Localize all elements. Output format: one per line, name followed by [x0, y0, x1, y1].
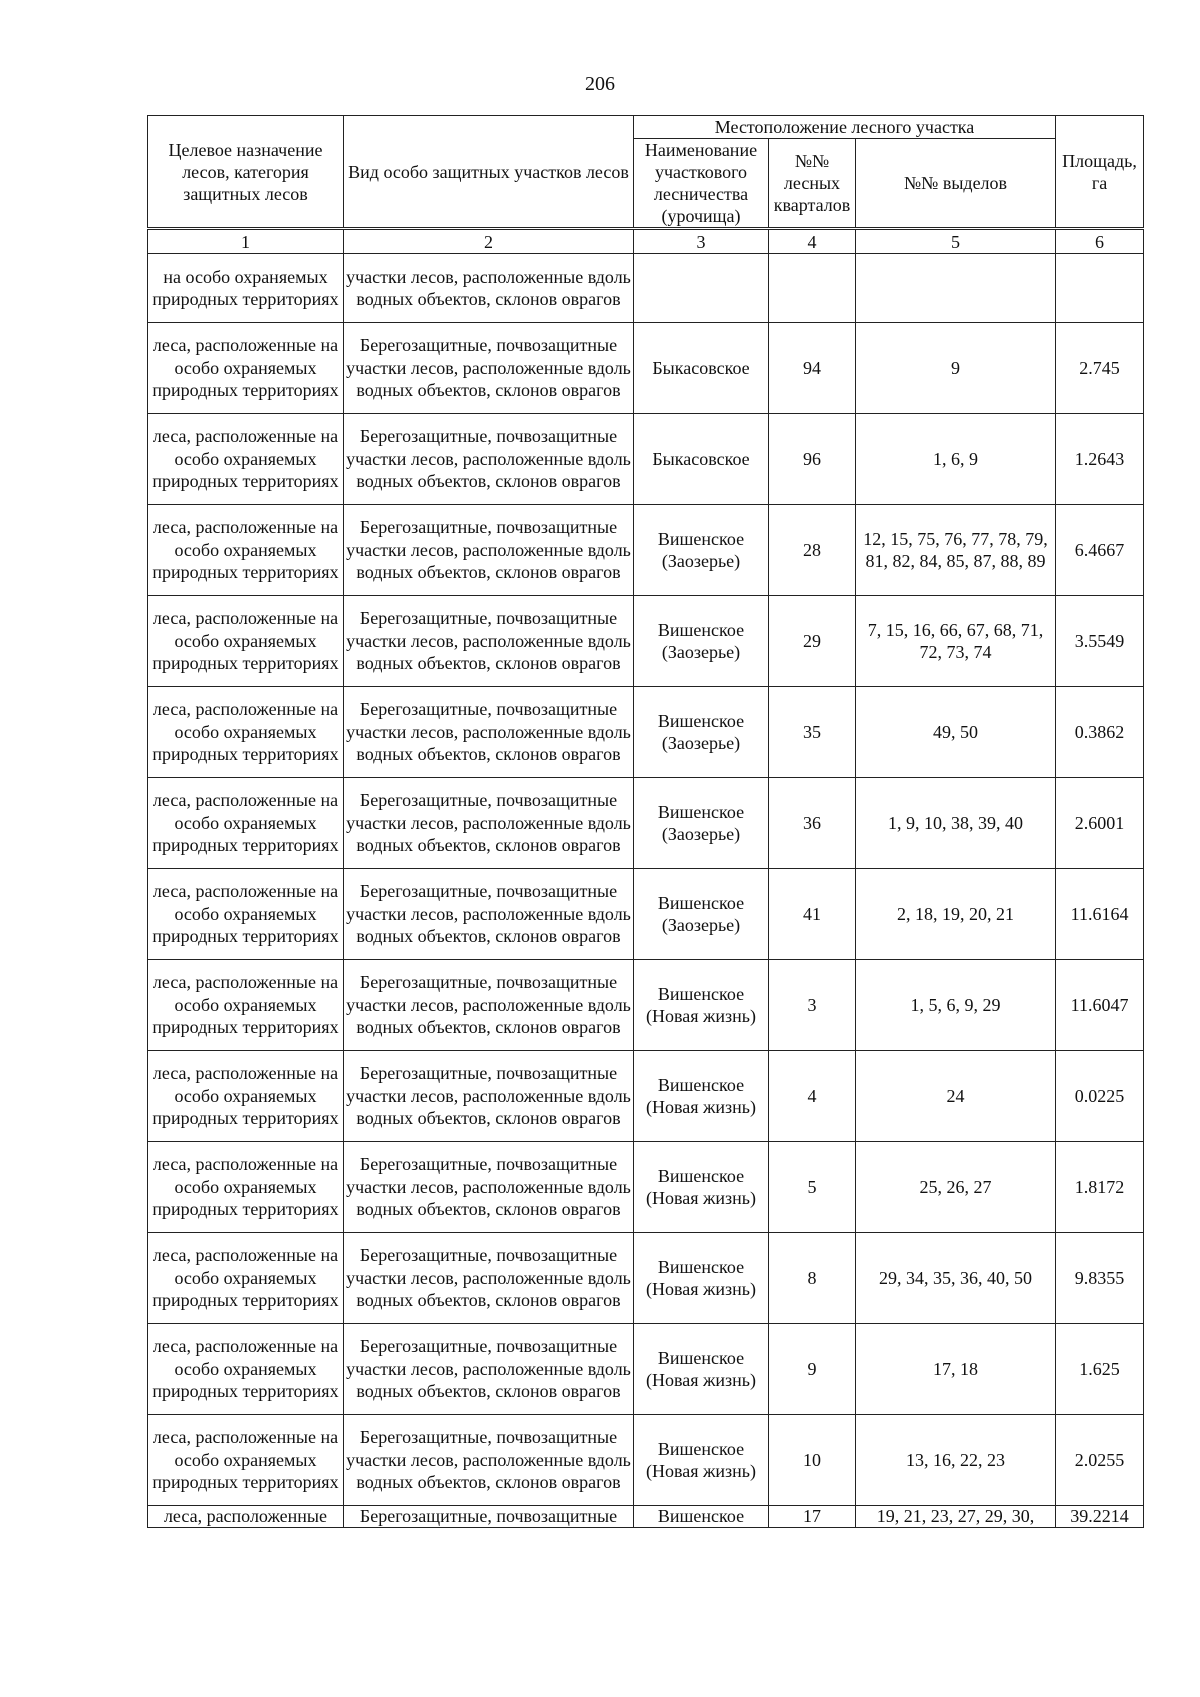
cell-quarter: 8: [769, 1233, 856, 1324]
cell-forestry: Быкасовское: [634, 414, 769, 505]
table-row: [148, 414, 1144, 505]
cell-protective-type: Берегозащитные, почвозащитные участки лесов, расположенные вдоль водных объектов, склонов оврагов: [344, 414, 634, 505]
cell-plots: 19, 21, 23, 27, 29, 30,: [856, 1506, 1056, 1528]
cell-quarter: 3: [769, 960, 856, 1051]
cell-purpose: леса, расположенные на особо охраняемых природных территориях: [148, 1233, 344, 1324]
table-row: [148, 1142, 1144, 1233]
cell-plots: 1, 6, 9: [856, 414, 1056, 505]
column-number-row: [148, 229, 1144, 254]
cell-protective-type: Берегозащитные, почвозащитные: [344, 1506, 634, 1528]
cell-area: 39.2214: [1056, 1506, 1144, 1528]
table-row: [148, 1051, 1144, 1142]
cell-forestry: Вишенское (Новая жизнь): [634, 1142, 769, 1233]
cell-quarter: 29: [769, 596, 856, 687]
cell-purpose: леса, расположенные на особо охраняемых природных территориях: [148, 323, 344, 414]
cell-forestry: Вишенское (Заозерье): [634, 778, 769, 869]
cell-purpose: леса, расположенные на особо охраняемых природных территориях: [148, 1415, 344, 1506]
cell-plots: 17, 18: [856, 1324, 1056, 1415]
table-row: [148, 505, 1144, 596]
column-number: 6: [1056, 229, 1144, 254]
cell-area: [1056, 254, 1144, 323]
cell-area: 2.6001: [1056, 778, 1144, 869]
header-protective-type: Вид особо защитных участков лесов: [344, 116, 634, 229]
cell-area: 11.6164: [1056, 869, 1144, 960]
cell-protective-type: Берегозащитные, почвозащитные участки лесов, расположенные вдоль водных объектов, склонов оврагов: [344, 1051, 634, 1142]
cell-purpose: леса, расположенные на особо охраняемых природных территориях: [148, 778, 344, 869]
cell-protective-type: Берегозащитные, почвозащитные участки лесов, расположенные вдоль водных объектов, склонов оврагов: [344, 323, 634, 414]
header-forestry-name: Наименование участкового лесничества (урочища): [634, 139, 769, 229]
header-quarter-numbers: №№ лесных кварталов: [769, 139, 856, 229]
cell-quarter: 17: [769, 1506, 856, 1528]
cell-forestry: Быкасовское: [634, 323, 769, 414]
column-number: 1: [148, 229, 344, 254]
cell-area: 2.745: [1056, 323, 1144, 414]
cell-protective-type: Берегозащитные, почвозащитные участки лесов, расположенные вдоль водных объектов, склонов оврагов: [344, 1324, 634, 1415]
cell-quarter: 10: [769, 1415, 856, 1506]
column-number: 4: [769, 229, 856, 254]
cell-purpose: леса, расположенные на особо охраняемых природных территориях: [148, 505, 344, 596]
cell-area: 1.2643: [1056, 414, 1144, 505]
cell-protective-type: Берегозащитные, почвозащитные участки лесов, расположенные вдоль водных объектов, склонов оврагов: [344, 778, 634, 869]
cell-area: 0.3862: [1056, 687, 1144, 778]
header-area: Площадь, га: [1056, 116, 1144, 229]
cell-quarter: 36: [769, 778, 856, 869]
cell-forestry: Вишенское (Заозерье): [634, 505, 769, 596]
cell-area: 6.4667: [1056, 505, 1144, 596]
cell-purpose: леса, расположенные на особо охраняемых природных территориях: [148, 960, 344, 1051]
cell-forestry: Вишенское: [634, 1506, 769, 1528]
cell-plots: 1, 5, 6, 9, 29: [856, 960, 1056, 1051]
column-number: 5: [856, 229, 1056, 254]
table-row: [148, 687, 1144, 778]
column-number: 3: [634, 229, 769, 254]
cell-plots: 9: [856, 323, 1056, 414]
page-number: 206: [585, 73, 615, 95]
header-plot-numbers: №№ выделов: [856, 139, 1056, 229]
cell-plots: 2, 18, 19, 20, 21: [856, 869, 1056, 960]
cell-quarter: 35: [769, 687, 856, 778]
cell-forestry: [634, 254, 769, 323]
cell-plots: 25, 26, 27: [856, 1142, 1056, 1233]
table-row: [148, 1233, 1144, 1324]
cell-area: 11.6047: [1056, 960, 1144, 1051]
cell-protective-type: участки лесов, расположенные вдоль водных объектов, склонов оврагов: [344, 254, 634, 323]
cell-area: 1.8172: [1056, 1142, 1144, 1233]
cell-forestry: Вишенское (Новая жизнь): [634, 1415, 769, 1506]
table-row: [148, 960, 1144, 1051]
column-number: 2: [344, 229, 634, 254]
cell-protective-type: Берегозащитные, почвозащитные участки лесов, расположенные вдоль водных объектов, склонов оврагов: [344, 1142, 634, 1233]
cell-forestry: Вишенское (Заозерье): [634, 869, 769, 960]
cell-purpose: леса, расположенные на особо охраняемых природных территориях: [148, 1051, 344, 1142]
cell-protective-type: Берегозащитные, почвозащитные участки лесов, расположенные вдоль водных объектов, склонов оврагов: [344, 1233, 634, 1324]
cell-purpose: леса, расположенные на особо охраняемых природных территориях: [148, 414, 344, 505]
cell-plots: [856, 254, 1056, 323]
cell-forestry: Вишенское (Новая жизнь): [634, 960, 769, 1051]
cell-plots: 13, 16, 22, 23: [856, 1415, 1056, 1506]
header-purpose: Целевое назначение лесов, категория защитных лесов: [148, 116, 344, 229]
cell-protective-type: Берегозащитные, почвозащитные участки лесов, расположенные вдоль водных объектов, склонов оврагов: [344, 1415, 634, 1506]
table-row: [148, 1324, 1144, 1415]
table-row: [148, 1415, 1144, 1506]
cell-area: 1.625: [1056, 1324, 1144, 1415]
cell-purpose: леса, расположенные на особо охраняемых природных территориях: [148, 1142, 344, 1233]
table-row: [148, 596, 1144, 687]
table-row-partial: [148, 1506, 1144, 1528]
cell-forestry: Вишенское (Новая жизнь): [634, 1233, 769, 1324]
cell-protective-type: Берегозащитные, почвозащитные участки лесов, расположенные вдоль водных объектов, склонов оврагов: [344, 960, 634, 1051]
cell-area: 2.0255: [1056, 1415, 1144, 1506]
cell-forestry: Вишенское (Заозерье): [634, 687, 769, 778]
cell-purpose: леса, расположенные: [148, 1506, 344, 1528]
table-row: [148, 778, 1144, 869]
cell-protective-type: Берегозащитные, почвозащитные участки лесов, расположенные вдоль водных объектов, склонов оврагов: [344, 505, 634, 596]
cell-purpose: леса, расположенные на особо охраняемых природных территориях: [148, 869, 344, 960]
cell-forestry: Вишенское (Новая жизнь): [634, 1324, 769, 1415]
cell-protective-type: Берегозащитные, почвозащитные участки лесов, расположенные вдоль водных объектов, склонов оврагов: [344, 687, 634, 778]
cell-purpose: леса, расположенные на особо охраняемых природных территориях: [148, 687, 344, 778]
cell-purpose: леса, расположенные на особо охраняемых природных территориях: [148, 1324, 344, 1415]
cell-forestry: Вишенское (Новая жизнь): [634, 1051, 769, 1142]
table-row-continuation: [148, 254, 1144, 323]
forest-plots-table: [147, 115, 1144, 1528]
cell-area: 9.8355: [1056, 1233, 1144, 1324]
cell-purpose: леса, расположенные на особо охраняемых природных территориях: [148, 596, 344, 687]
cell-protective-type: Берегозащитные, почвозащитные участки лесов, расположенные вдоль водных объектов, склонов оврагов: [344, 596, 634, 687]
cell-forestry: Вишенское (Заозерье): [634, 596, 769, 687]
cell-quarter: 5: [769, 1142, 856, 1233]
cell-plots: 49, 50: [856, 687, 1056, 778]
table-row: [148, 869, 1144, 960]
cell-quarter: 28: [769, 505, 856, 596]
table-row: [148, 323, 1144, 414]
cell-plots: 24: [856, 1051, 1056, 1142]
cell-purpose: на особо охраняемых природных территориях: [148, 254, 344, 323]
cell-area: 3.5549: [1056, 596, 1144, 687]
header-location-group: Местоположение лесного участка: [634, 116, 1056, 139]
cell-plots: 7, 15, 16, 66, 67, 68, 71, 72, 73, 74: [856, 596, 1056, 687]
cell-quarter: 9: [769, 1324, 856, 1415]
cell-quarter: 41: [769, 869, 856, 960]
cell-protective-type: Берегозащитные, почвозащитные участки лесов, расположенные вдоль водных объектов, склонов оврагов: [344, 869, 634, 960]
cell-area: 0.0225: [1056, 1051, 1144, 1142]
cell-plots: 12, 15, 75, 76, 77, 78, 79, 81, 82, 84, 85, 87, 88, 89: [856, 505, 1056, 596]
cell-quarter: 96: [769, 414, 856, 505]
cell-quarter: [769, 254, 856, 323]
cell-plots: 29, 34, 35, 36, 40, 50: [856, 1233, 1056, 1324]
cell-plots: 1, 9, 10, 38, 39, 40: [856, 778, 1056, 869]
cell-quarter: 4: [769, 1051, 856, 1142]
cell-quarter: 94: [769, 323, 856, 414]
